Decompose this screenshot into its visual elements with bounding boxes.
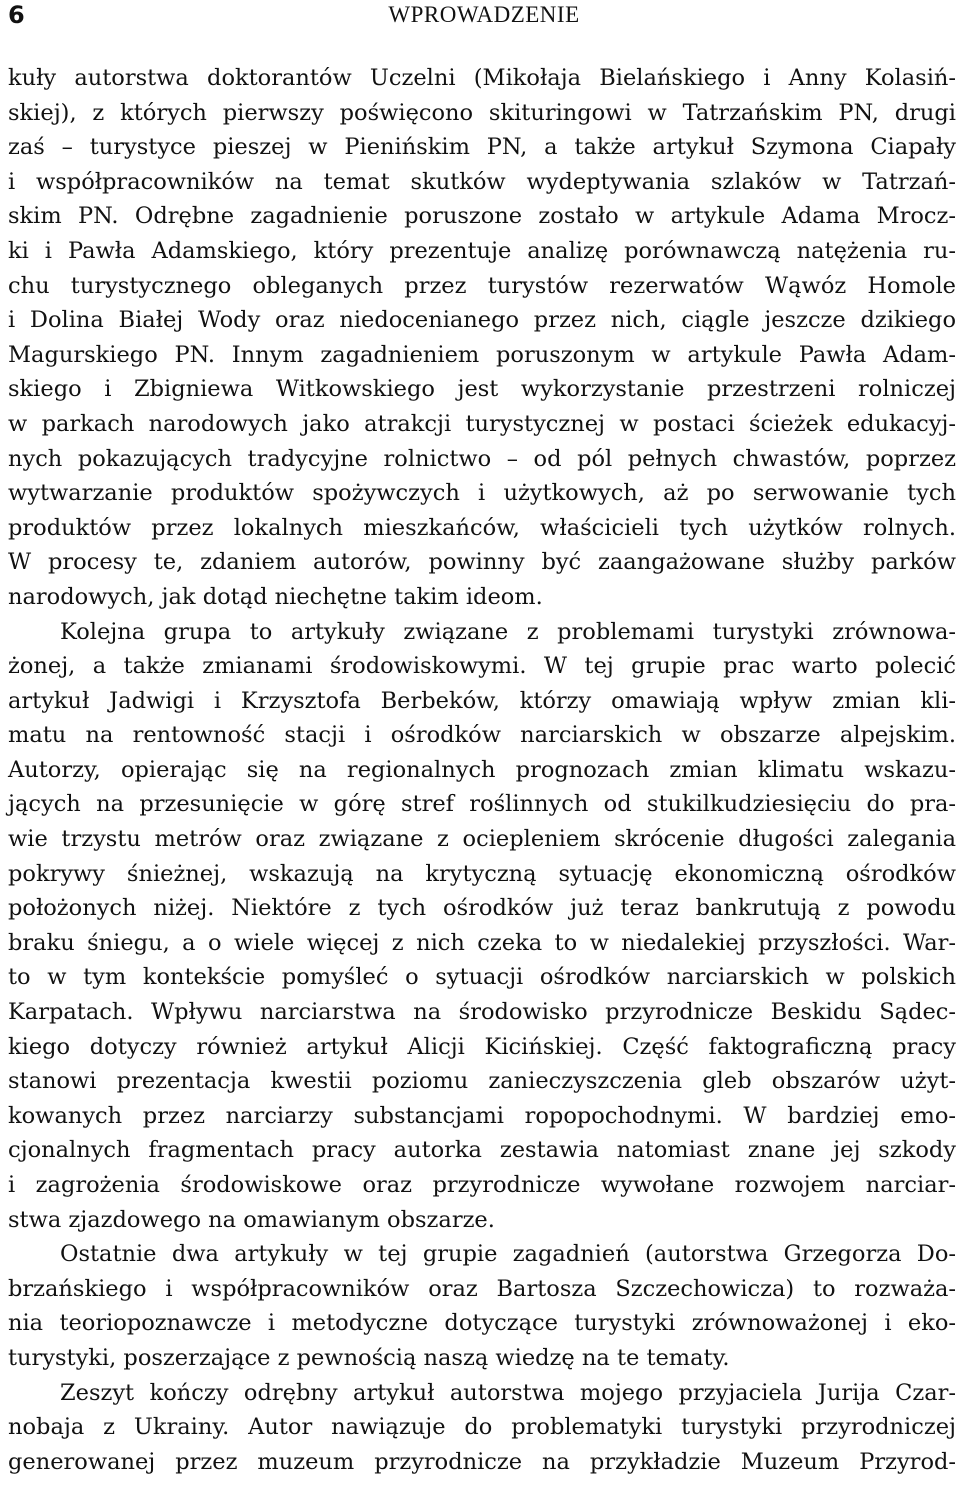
text-line: skim PN. Odrębne zagadnienie poruszone zostało w artykule Adama Mrocz- — [8, 203, 956, 230]
text-line: Karpatach. Wpływu narciarstwa na środowisko przyrodnicze Beskidu Sądec- — [8, 999, 956, 1026]
text-line: narodowych, jak dotąd niechętne takim ideom. — [8, 583, 543, 610]
text-line: matu na rentowność stacji i ośrodków narciarskich w obszarze alpejskim. — [8, 722, 956, 749]
text-line: wie trzystu metrów oraz związane z ociepleniem skrócenie długości zalegania — [8, 826, 956, 853]
text-line: W procesy te, zdaniem autorów, powinny być zaangażowane służby parków — [8, 549, 956, 576]
text-line: żonej, a także zmianami środowiskowymi. W tej grupie prac warto polecić — [8, 653, 956, 680]
text-line: jących na przesunięcie w górę stref roślinnych od stukilkudziesięciu do pra- — [8, 791, 956, 818]
text-line: nych pokazujących tradycyjne rolnictwo – od pól pełnych chwastów, poprzez — [8, 445, 956, 472]
text-line: w parkach narodowych jako atrakcji turystycznej w postaci ścieżek edukacyj- — [8, 410, 956, 437]
text-line: Autorzy, opierając się na regionalnych prognozach zmian klimatu wskazu- — [8, 756, 956, 783]
body-text — [8, 61, 956, 1479]
running-head: WPROWADZENIE — [388, 2, 580, 27]
text-line: pokrywy śnieżnej, wskazują na krytyczną sytuację ekonomiczną ośrodków — [8, 860, 956, 887]
text-line: generowanej przez muzeum przyrodnicze na przykładzie Muzeum Przyrod- — [8, 1448, 956, 1475]
text-line: zaś – turystyce pieszej w Pienińskim PN, a także artykuł Szymona Ciapały — [8, 134, 956, 161]
page-header — [8, 0, 960, 30]
text-line: skiego i Zbigniewa Witkowskiego jest wykorzystanie przestrzeni rolniczej — [8, 376, 956, 403]
text-line: nia teoriopoznawcze i metodyczne dotyczące turystyki zrównoważonej i eko- — [8, 1310, 956, 1337]
text-line: artykuł Jadwigi i Krzysztofa Berbeków, którzy omawiają wpływ zmian kli- — [8, 687, 956, 714]
page-number: 6 — [8, 1, 25, 29]
text-line: braku śniegu, a o wiele więcej z nich czeka to w niedalekiej przyszłości. War- — [8, 929, 956, 956]
text-line: stanowi prezentacja kwestii poziomu zanieczyszczenia gleb obszarów użyt- — [8, 1068, 956, 1095]
text-line: kuły autorstwa doktorantów Uczelni (Mikołaja Bielańskiego i Anny Kolasiń- — [8, 65, 956, 91]
text-line: turystyki, poszerzające z pewnością naszą wiedzę na te tematy. — [8, 1344, 730, 1371]
text-line: i współpracowników na temat skutków wydeptywania szlaków w Tatrzań- — [8, 168, 956, 195]
text-line: to w tym kontekście pomyśleć o sytuacji ośrodków narciarskich w polskich — [8, 964, 956, 991]
text-line: i zagrożenia środowiskowe oraz przyrodnicze wywołane rozwojem narciar- — [8, 1172, 956, 1198]
text-line: Zeszyt kończy odrębny artykuł autorstwa mojego przyjaciela Jurija Czar- — [60, 1379, 956, 1406]
text-line: cjonalnych fragmentach pracy autorka zestawia natomiast znane jej szkody — [8, 1137, 956, 1164]
text-line: nobaja z Ukrainy. Autor nawiązuje do problematyki turystyki przyrodniczej — [8, 1414, 956, 1441]
text-line: Ostatnie dwa artykuły w tej grupie zagadnień (autorstwa Grzegorza Do- — [60, 1241, 956, 1268]
text-line: stwa zjazdowego na omawianym obszarze. — [8, 1206, 495, 1233]
text-line: położonych niżej. Niektóre z tych ośrodków już teraz bankrutują z powodu — [8, 895, 956, 922]
text-line: ki i Pawła Adamskiego, który prezentuje analizę porównawczą natężenia ru- — [8, 237, 956, 264]
text-line: Magurskiego PN. Innym zagadnieniem poruszonym w artykule Pawła Adam- — [8, 341, 956, 368]
text-line: kiego dotyczy również artykuł Alicji Kicińskiej. Część faktograficzną pracy — [8, 1033, 956, 1060]
text-line: skiej), z których pierwszy poświęcono skituringowi w Tatrzańskim PN, drugi — [8, 99, 956, 126]
text-line: kowanych przez narciarzy substancjami ropopochodnymi. W bardziej emo- — [8, 1102, 956, 1129]
text-line: brzańskiego i współpracowników oraz Bartosza Szczechowicza) to rozważa- — [8, 1275, 956, 1302]
text-line: chu turystycznego obleganych przez turystów rezerwatów Wąwóz Homole — [8, 272, 956, 299]
text-line: wytwarzanie produktów spożywczych i użytkowych, aż po serwowanie tych — [8, 480, 956, 507]
text-line: produktów przez lokalnych mieszkańców, właścicieli tych użytków rolnych. — [8, 514, 956, 541]
text-line: Kolejna grupa to artykuły związane z problemami turystyki zrównowa- — [60, 618, 956, 645]
text-line: i Dolina Białej Wody oraz niedocenianego przez nich, ciągle jeszcze dzikiego — [8, 307, 956, 334]
